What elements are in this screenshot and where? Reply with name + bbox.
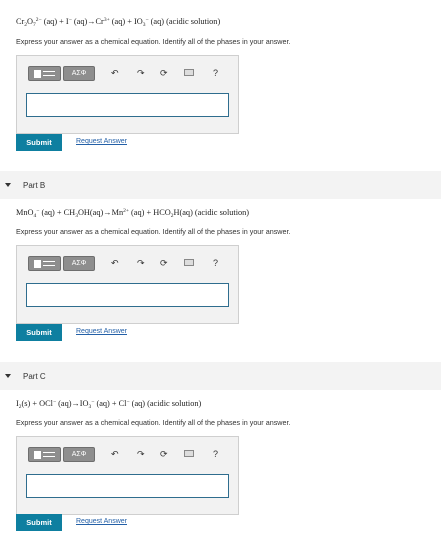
part-c-label: Part C <box>23 371 46 381</box>
equation-part-c: $I_2(s) + OCl^-$ $(aq)\to IO_3^-$ (aq) + Cl− (aq) (acidic solution) <box>16 399 202 410</box>
request-answer-link-part-a[interactable]: Request Answer <box>76 138 127 145</box>
part-b-label: Part B <box>23 180 46 190</box>
instruction-part-b: Express your answer as a chemical equation. Identify all of the phases in your answer. <box>16 227 291 236</box>
answer-editor-part-b <box>16 245 239 324</box>
caret-down-icon <box>5 183 11 187</box>
keyboard-icon[interactable] <box>184 450 194 457</box>
answer-input-part-a[interactable] <box>26 93 229 117</box>
keyboard-icon[interactable] <box>184 259 194 266</box>
help-icon[interactable]: ? <box>213 68 219 78</box>
greek-symbols-button[interactable]: ΑΣΦ <box>63 447 95 462</box>
part-b-header[interactable] <box>0 171 441 199</box>
undo-icon[interactable]: ↶ <box>111 68 119 78</box>
instruction-part-a: Express your answer as a chemical equation. Identify all of the phases in your answer. <box>16 37 291 46</box>
equation-part-a: $Cr_2O_7^{2-}$ (aq) + I− $(aq)\to Cr^{3+}$ $(aq) + IO_3^-$ (aq) (acidic solution) <box>16 17 221 28</box>
undo-icon[interactable]: ↶ <box>111 449 119 459</box>
redo-icon[interactable]: ↷ <box>137 258 145 268</box>
answer-editor-part-a <box>16 55 239 134</box>
template-button[interactable] <box>28 66 61 81</box>
template-button[interactable] <box>28 447 61 462</box>
template-icon <box>34 451 41 459</box>
submit-button-part-a[interactable]: Submit <box>16 134 62 151</box>
answer-input-part-c[interactable] <box>26 474 229 498</box>
greek-symbols-button[interactable]: ΑΣΦ <box>63 256 95 271</box>
keyboard-icon[interactable] <box>184 69 194 76</box>
answer-editor-part-c <box>16 436 239 515</box>
help-icon[interactable]: ? <box>213 258 219 268</box>
redo-icon[interactable]: ↷ <box>137 449 145 459</box>
redo-icon[interactable]: ↷ <box>137 68 145 78</box>
template-icon <box>34 70 41 78</box>
help-icon[interactable]: ? <box>213 449 219 459</box>
template-icon <box>34 260 41 268</box>
template-button[interactable] <box>28 256 61 271</box>
undo-icon[interactable]: ↶ <box>111 258 119 268</box>
submit-button-part-b[interactable]: Submit <box>16 324 62 341</box>
submit-button-part-c[interactable]: Submit <box>16 514 62 531</box>
reset-icon[interactable]: ⟳ <box>160 449 168 459</box>
part-c-header[interactable] <box>0 362 441 390</box>
request-answer-link-part-b[interactable]: Request Answer <box>76 328 127 335</box>
answer-input-part-b[interactable] <box>26 283 229 307</box>
reset-icon[interactable]: ⟳ <box>160 68 168 78</box>
equation-part-b: MnO$_4$− $(aq) + CH_3OH(aq)\to Mn^{2+}$ $(aq) + HCO_2H(aq)$ (acidic solution) <box>16 208 250 219</box>
instruction-part-c: Express your answer as a chemical equation. Identify all of the phases in your answer. <box>16 418 291 427</box>
caret-down-icon <box>5 374 11 378</box>
reset-icon[interactable]: ⟳ <box>160 258 168 268</box>
request-answer-link-part-c[interactable]: Request Answer <box>76 518 127 525</box>
greek-symbols-button[interactable]: ΑΣΦ <box>63 66 95 81</box>
